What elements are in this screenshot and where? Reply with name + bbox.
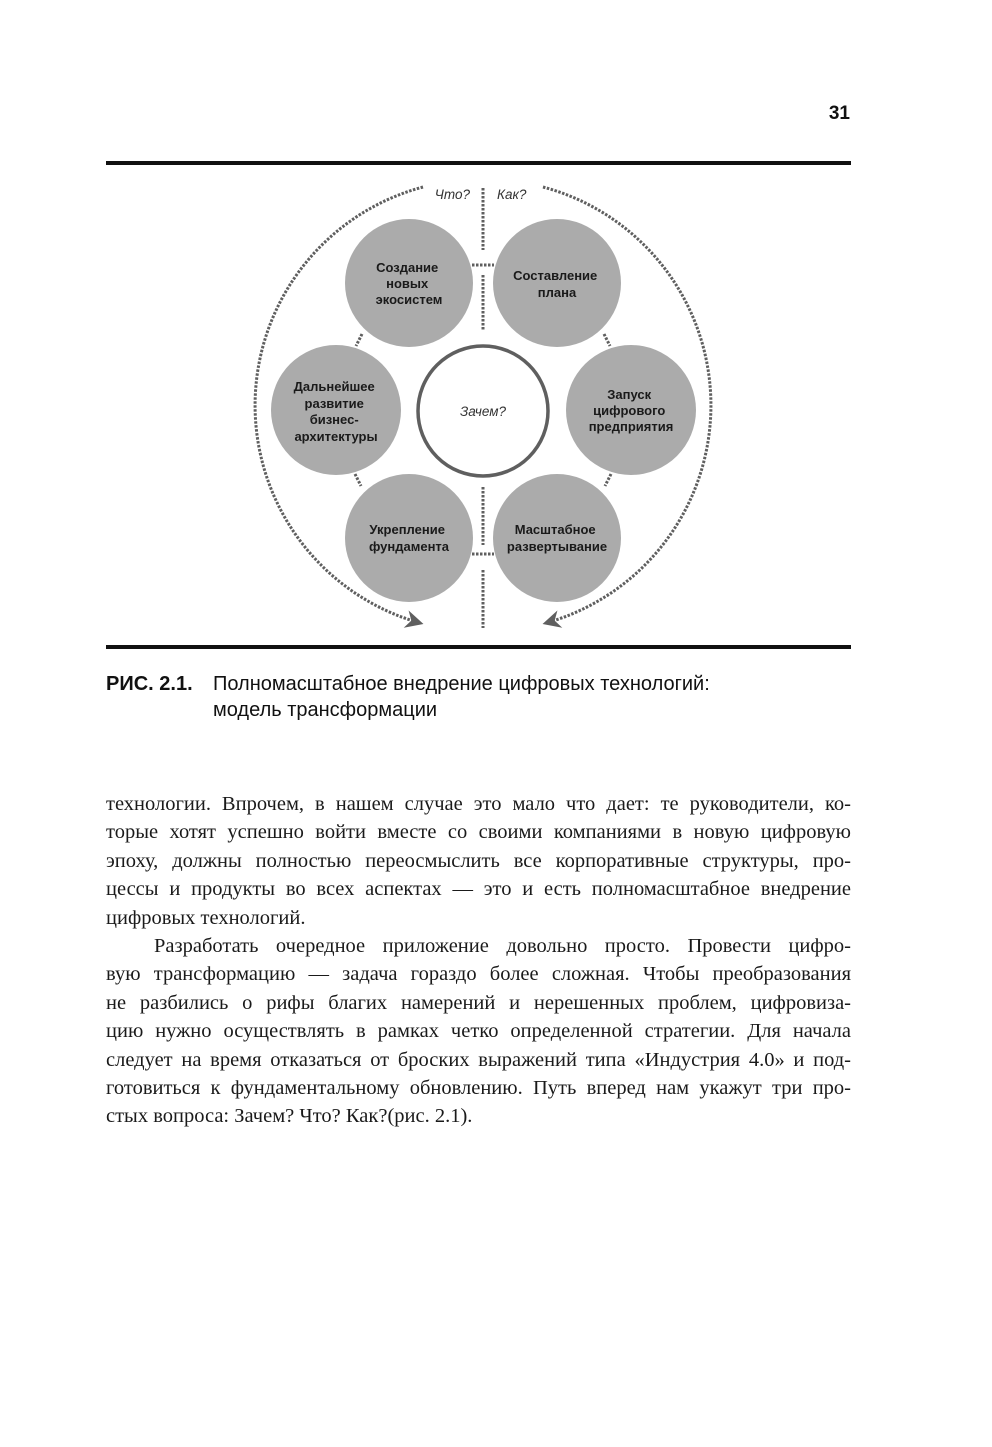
body-text (106, 790, 851, 1131)
svg-text:Создание новых эко: Создание новых экосистем (375, 260, 443, 307)
what-label: Что? (434, 187, 470, 202)
node-scale-deployment (493, 474, 621, 602)
center-why-circle (418, 346, 548, 476)
node-digital-enterprise (566, 345, 696, 475)
node-strengthen-foundation (345, 474, 473, 602)
figure-title: Полномасштабное внедрение цифровых технологий: модель трансформации (213, 673, 710, 721)
node-create-ecosystems (345, 219, 473, 347)
page-number: 31 (828, 103, 850, 124)
transformation-model-diagram (0, 0, 992, 650)
node-plan (493, 219, 621, 347)
paragraph-2: Разработать очередное приложение довольно просто. Провести цифро- вую трансформацию — задача гораздо более сложная. Чтобы преобразования не разбились о рифы благих намерений и нерешенных проблем, цифровиза- цию нужно осуществлять в рамках четко определенной стратегии. Для начала следует на время отказаться от броских выражений типа «Индустрия 4.0» и под- готовиться к фундаментальному обновлению. Путь вперед нам укажут три про- стых вопроса: Зачем? Что? Как?(рис. 2.1). (106, 935, 851, 1128)
svg-text:Масштабное развертывание: Масштабное развертывание (506, 522, 608, 554)
svg-text:Укрепление фундамента: Укрепление фундамента (368, 522, 450, 554)
figure-bottom-rule (106, 645, 851, 649)
why-label: Зачем? (460, 404, 506, 419)
figure-label: РИС. 2.1. (106, 673, 193, 695)
node-business-architecture (271, 345, 401, 475)
svg-text:Составление плана: Составление плана (513, 268, 598, 300)
how-label: Как? (497, 187, 527, 202)
svg-text:Запуск цифрового п: Запуск цифрового предприятия (588, 387, 674, 434)
paragraph-1: технологии. Впрочем, в нашем случае это мало что дает: те руководители, ко- торые хотят успешно войти вместе со своими компаниями в новую цифровую эпоху, должны полностью переосмыслить все корпоративные структуры, про- цессы и продукты во всех аспектах — это и есть полномасштабное внедрение цифровых технологий. (106, 793, 851, 929)
svg-text:Дальнейшее развитие: Дальнейшее развитие бизнес- архитектуры (293, 379, 378, 444)
